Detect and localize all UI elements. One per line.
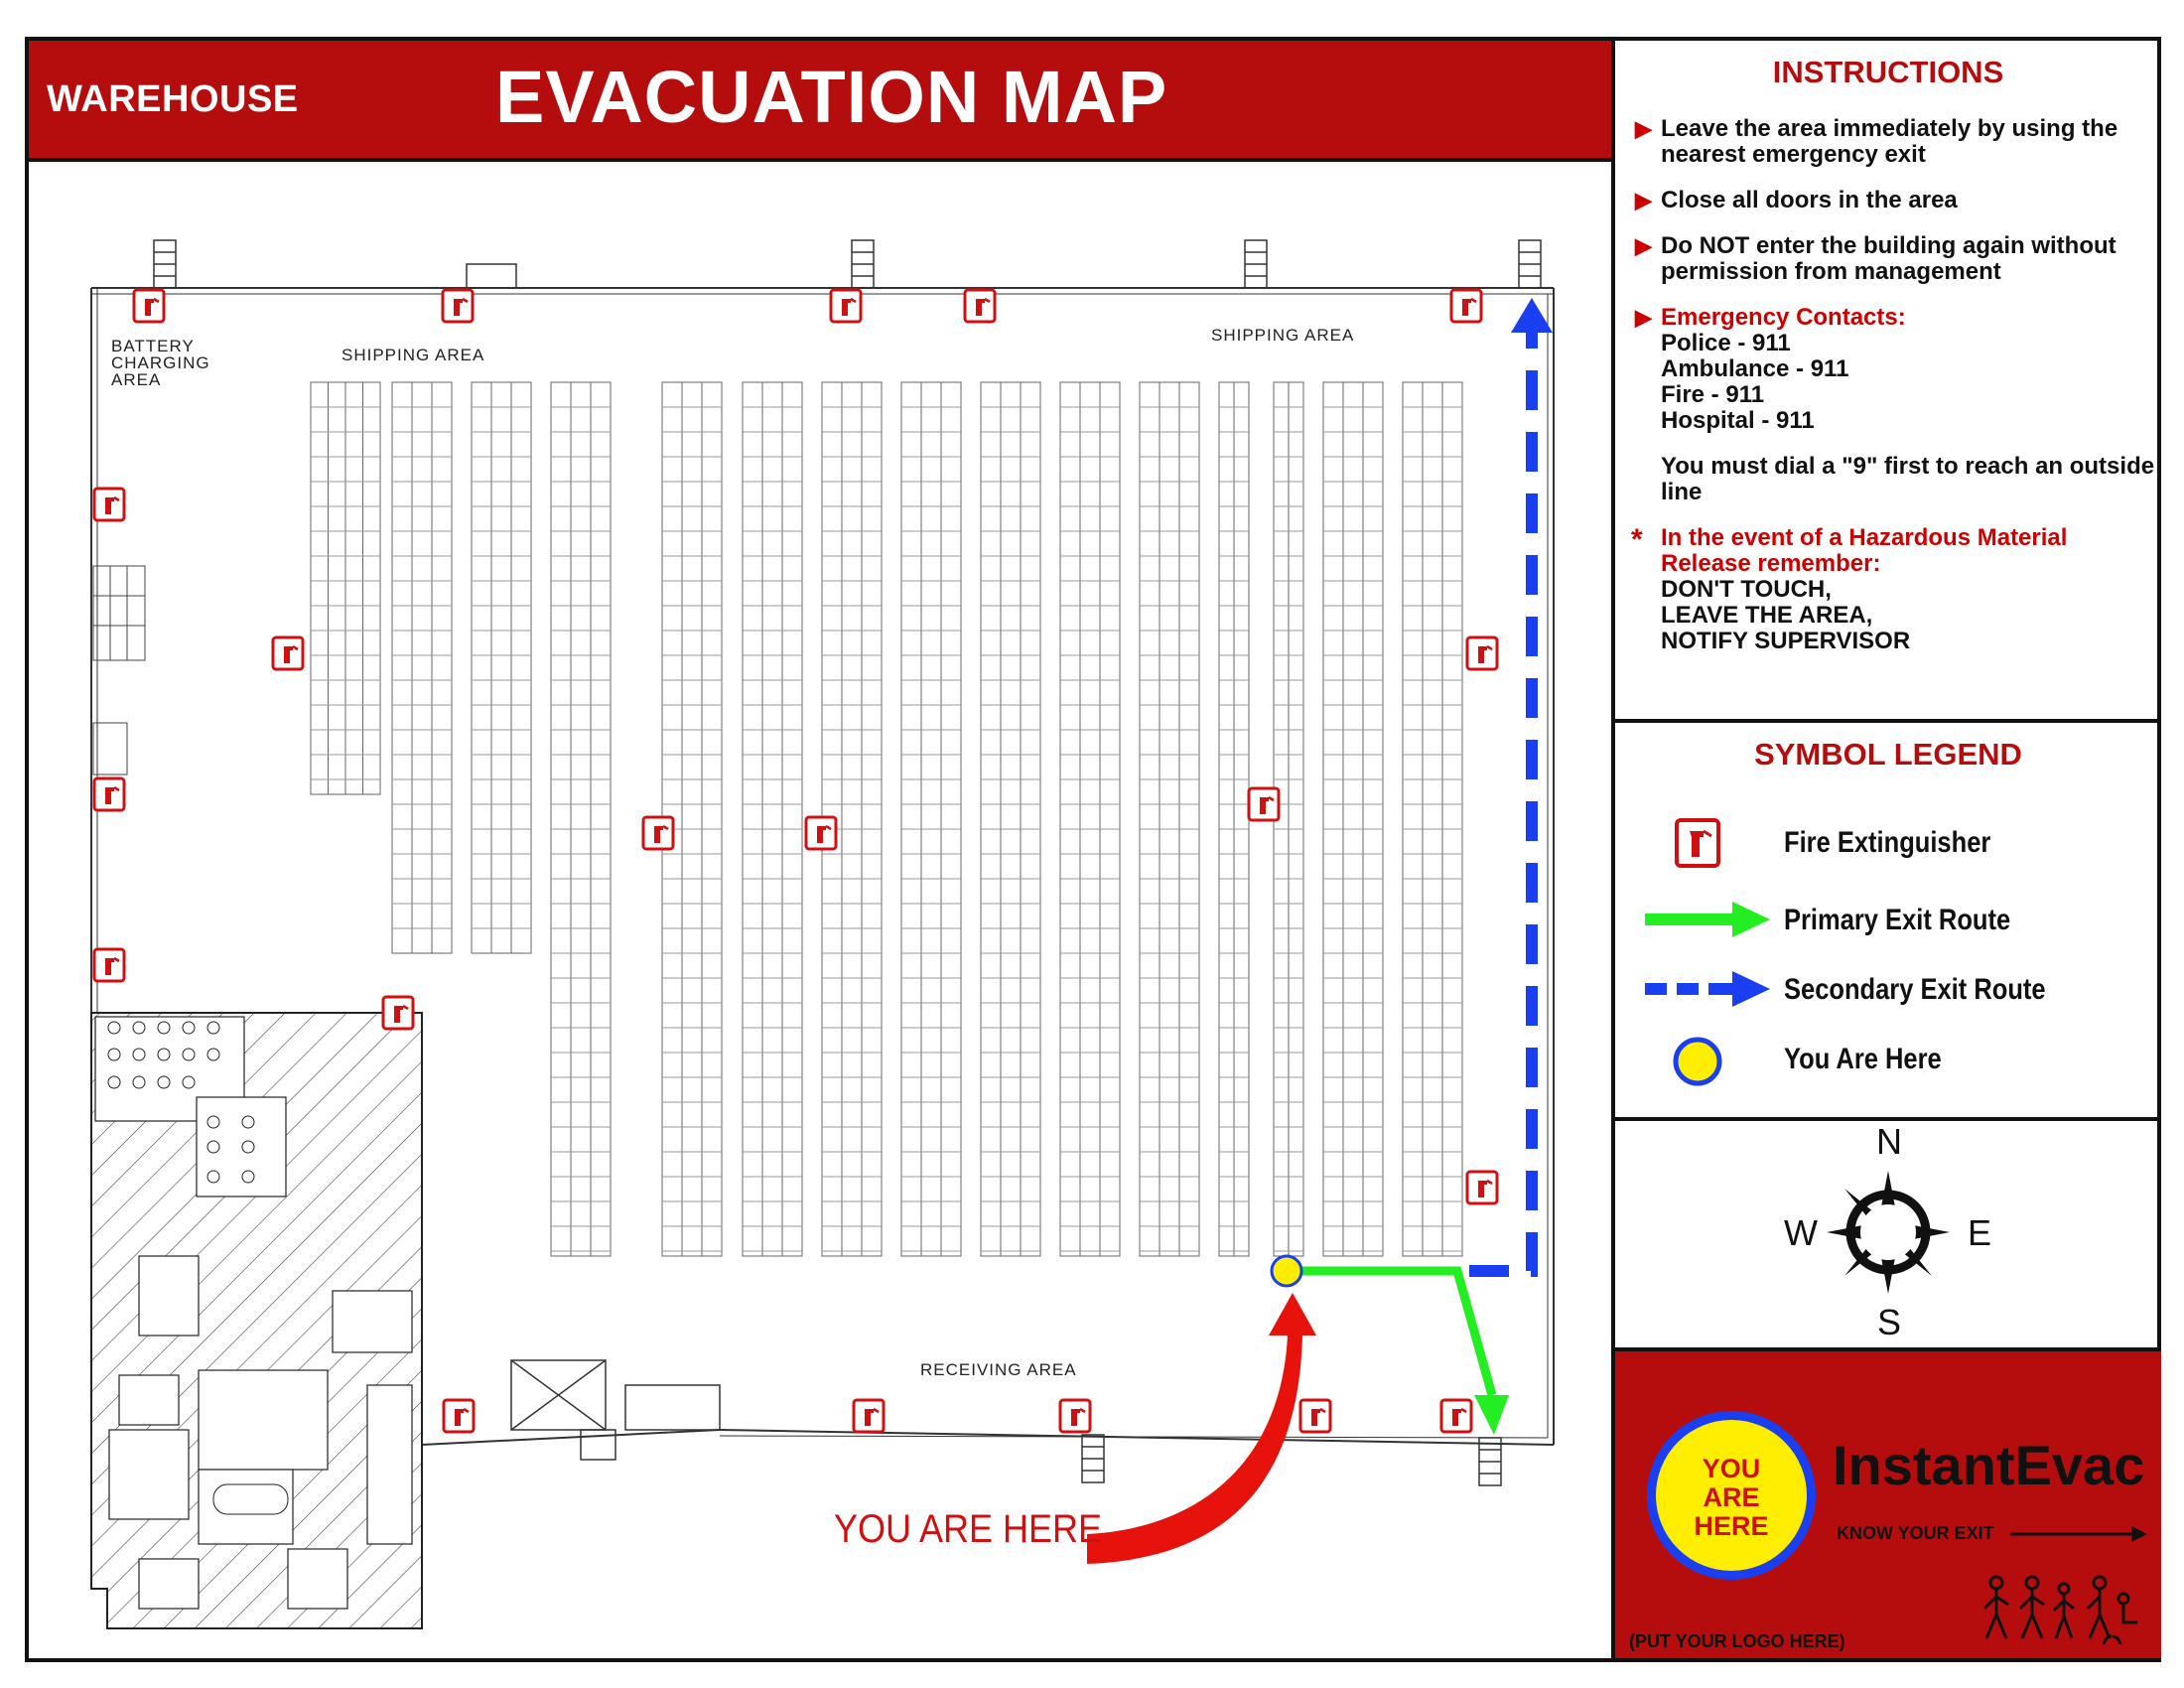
arrow-right-icon: [2010, 1524, 2149, 1544]
receiving-area-label: RECEIVING AREA: [920, 1360, 1077, 1379]
compass-panel: [1615, 1121, 2161, 1351]
symbol-legend-panel: [1615, 723, 2161, 1121]
legend-title: SYMBOL LEGEND: [1754, 737, 2022, 772]
fire-extinguisher-icon: [1675, 818, 1720, 868]
office-block: [91, 1013, 422, 1628]
page-title: EVACUATION MAP: [495, 56, 1168, 138]
instructions-title: INSTRUCTIONS: [1772, 55, 2004, 89]
instruction-item: ▶ Leave the area immediately by using the nearest emergency exit: [1635, 115, 2118, 168]
asterisk-icon: *: [1631, 523, 1643, 556]
you-are-here-callout: YOU ARE HERE: [834, 1507, 1103, 1551]
rack: [472, 382, 531, 953]
rack: [981, 382, 1040, 1256]
header-banner: [29, 41, 1611, 162]
left-wall-details: [93, 566, 145, 774]
emergency-contacts: ▶ Emergency Contacts: Police - 911 Ambulance - 911 Fire - 911 Hospital - 911: [1635, 304, 1906, 434]
bullet-triangle-icon: ▶: [1635, 233, 1652, 258]
badge-text: YOU ARE HERE: [1694, 1454, 1769, 1541]
rack: [1140, 382, 1199, 1256]
shipping-area-right-label: SHIPPING AREA: [1211, 326, 1355, 345]
compass-east: E: [1968, 1212, 1992, 1253]
rack: [1060, 382, 1120, 1256]
rack: [551, 382, 611, 1256]
storage-racks: [311, 382, 1462, 1256]
logo-panel: [1615, 1351, 2161, 1658]
bullet-triangle-icon: ▶: [1635, 188, 1652, 212]
battery-charging-label: BATTERY CHARGING AREA: [111, 337, 210, 389]
dial-note: You must dial a "9" first to reach an outside line: [1661, 453, 2155, 505]
rack: [1323, 382, 1383, 1256]
building-name: WAREHOUSE: [47, 78, 299, 120]
you-are-here-dot: [1272, 1256, 1301, 1286]
shipping-area-left-label: SHIPPING AREA: [341, 346, 485, 364]
legend-row: Primary Exit Route: [1615, 892, 2161, 951]
compass-north: N: [1876, 1121, 1902, 1162]
legend-row: You Are Here: [1615, 1031, 2161, 1090]
compass-rose-icon: [1825, 1169, 1952, 1296]
instructions-panel: [1615, 41, 2161, 723]
bullet-triangle-icon: ▶: [1635, 305, 1652, 330]
bullet-triangle-icon: ▶: [1635, 116, 1652, 141]
rack: [392, 382, 452, 953]
green-arrow-icon: [1645, 900, 1774, 939]
rack: [901, 382, 961, 1256]
brand-tagline: KNOW YOUR EXIT: [1837, 1523, 1994, 1543]
logo-placeholder: (PUT YOUR LOGO HERE): [1629, 1631, 1845, 1651]
instructions-list: [1625, 116, 2156, 674]
floor-plan: [29, 162, 1611, 1658]
compass-south: S: [1877, 1302, 1902, 1342]
legend-row: Fire Extinguisher: [1615, 814, 2161, 874]
secondary-exit-route: [1469, 298, 1553, 1271]
rack: [1403, 382, 1462, 1256]
you-are-here-callout-arrow: [1087, 1293, 1316, 1564]
rack: [743, 382, 802, 1256]
instruction-item: ▶ Close all doors in the area: [1635, 187, 1958, 213]
hazmat-note: * In the event of a Hazardous Material Release remember: DON'T TOUCH, LEAVE THE AREA, NOTIFY SUPERVISOR: [1631, 523, 2068, 654]
blue-dashed-arrow-icon: [1645, 969, 1774, 1009]
brand-name: InstantEvac: [1833, 1434, 2145, 1496]
you-are-here-dot-icon: [1671, 1035, 1724, 1088]
legend-row: Secondary Exit Route: [1615, 961, 2161, 1021]
instruction-item: ▶ Do NOT enter the building again without permission from management: [1635, 232, 2116, 285]
evacuating-people-icon: [1982, 1575, 2141, 1644]
compass-west: W: [1784, 1212, 1818, 1253]
